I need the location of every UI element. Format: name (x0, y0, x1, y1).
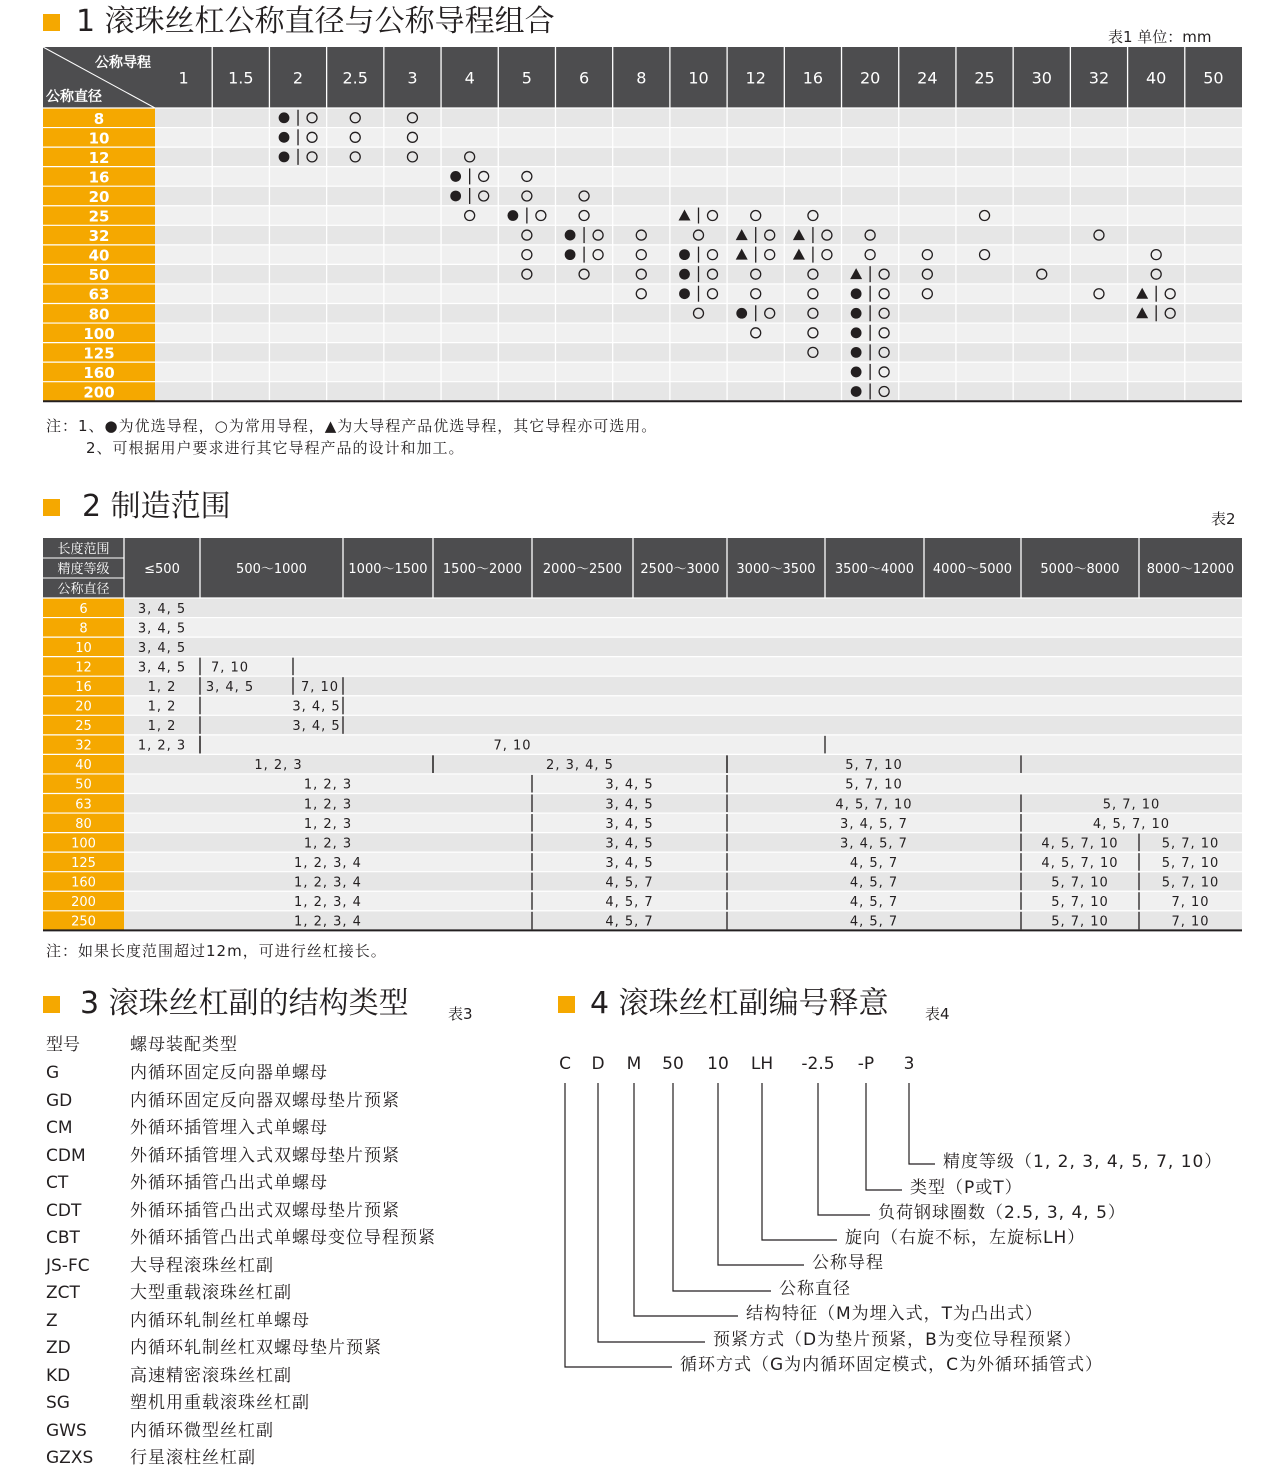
code-label: 精度等级（1, 2, 3, 4, 5, 7, 10） (943, 1152, 1223, 1172)
table1-lead-header: 6 (578, 68, 590, 88)
table3-desc: 高速精密滚珠丝杠副 (130, 1365, 292, 1386)
table2-length-header: 2500～3000 (640, 562, 720, 577)
table1-lead-header: 32 (1088, 68, 1110, 88)
table2-diameter-label: 80 (75, 816, 92, 832)
table1-lead-header: 16 (802, 68, 824, 88)
code-part: 3 (903, 1054, 915, 1074)
table1-lead-header: 12 (745, 68, 766, 88)
table2-length-header: 5000～8000 (1040, 562, 1120, 577)
table1-diameter-label: 50 (88, 266, 110, 285)
table3-code: GD (46, 1090, 73, 1111)
code-part: D (591, 1054, 605, 1074)
table3-desc: 大导程滚珠丝杠副 (130, 1255, 274, 1276)
code-label: 负荷钢球圈数（2.5, 3, 4, 5） (878, 1203, 1126, 1223)
table2-cell-value: 1, 2 (147, 679, 177, 695)
table1-lead-header: 5 (521, 68, 532, 88)
code-part: LH (750, 1054, 774, 1074)
table2-cell-value: 7, 10 (493, 738, 532, 754)
section2-note: 注：如果长度范围超过12m，可进行丝杠接长。 (46, 942, 387, 960)
table2-cell-value: 3, 4, 5 (292, 719, 341, 735)
table2-cell-value: 3, 4, 5 (605, 777, 654, 793)
table3-header-desc: 螺母装配类型 (130, 1035, 238, 1055)
table2-length-header: 3500～4000 (834, 562, 915, 577)
table2-cell-value: 5, 7, 10 (1051, 914, 1109, 930)
table2-cell-value: 7, 10 (1171, 895, 1210, 911)
table3-code: Z (46, 1310, 58, 1331)
table1-lead-header: 2.5 (342, 68, 368, 88)
section2-title: 2 制造范围 (82, 489, 231, 524)
table2-cell-value: 4, 5, 7 (849, 855, 899, 871)
table3-code: JS-FC (46, 1255, 90, 1276)
table1-lead-header: 3 (407, 68, 418, 88)
table3-desc: 内循环固定反向器单螺母 (130, 1063, 328, 1083)
section1-note-line1: 注：1、●为优选导程，○为常用导程，▲为大导程产品优选导程，其它导程亦可选用。 (46, 417, 658, 435)
table1-diameter-label: 25 (88, 207, 110, 226)
table2-cell-value: 4, 5, 7 (849, 895, 899, 911)
code-label: 循环方式（G为内循环固定模式，C为外循环插管式） (680, 1355, 1104, 1375)
table1-diameter-label: 80 (88, 305, 110, 324)
table1-diameter-label: 16 (88, 168, 110, 187)
table2-corner-label: 长度范围 (57, 542, 110, 557)
table3-code: SG (46, 1393, 70, 1413)
table1-corner-bottom: 公称直径 (46, 89, 102, 105)
code-label: 类型（P或T） (910, 1178, 1023, 1198)
table2-diameter-label: 100 (71, 836, 96, 852)
table2-cell-value: 7, 10 (1171, 914, 1210, 930)
code-part: -P (857, 1054, 875, 1074)
table2-cell-value: 3, 4, 5 (605, 836, 654, 852)
code-label: 预紧方式（D为垫片预紧，B为变位导程预紧） (713, 1330, 1082, 1350)
code-connector-line (565, 1083, 672, 1367)
code-label: 旋向（右旋不标，左旋标LH） (845, 1228, 1086, 1248)
table1-diameter-label: 125 (83, 344, 115, 363)
table2-corner-label: 公称直径 (57, 582, 110, 597)
table3-code: CT (46, 1173, 69, 1193)
table2-cell-value: 3, 4, 5, 7 (840, 816, 908, 832)
table1-lead-header: 10 (688, 68, 709, 88)
table2-diameter-label: 50 (75, 777, 92, 793)
code-part: -2.5 (801, 1054, 835, 1074)
table1-lead-header: 30 (1031, 68, 1052, 88)
table2-corner-label: 精度等级 (57, 562, 110, 577)
table3-desc: 外循环插管埋入式单螺母 (130, 1118, 328, 1138)
table3-tag: 表3 (448, 1005, 473, 1023)
table3-code: CM (46, 1118, 73, 1138)
table3-code: CBT (46, 1228, 80, 1248)
table1-diameter-label: 32 (88, 227, 110, 246)
table2-cell-value: 1, 2, 3 (303, 797, 353, 813)
table2-cell-value: 5, 7, 10 (845, 758, 903, 774)
table2-cell-value: 3, 4, 5 (605, 855, 654, 871)
table3-desc: 内循环微型丝杠副 (130, 1420, 274, 1441)
table1-lead-header: 8 (636, 68, 647, 88)
code-connector-line (818, 1083, 870, 1215)
table2-length-header: 1000～1500 (348, 562, 428, 577)
table2-length-header: 3000～3500 (736, 562, 816, 577)
table2-cell-value: 3, 4, 5 (292, 699, 341, 715)
table2-cell-value: 3, 4, 5 (137, 640, 187, 656)
section1-note-line2: 2、可根据用户要求进行其它导程产品的设计和加工。 (86, 439, 465, 457)
table2-cell-value: 4, 5, 7, 10 (835, 797, 913, 813)
table2-cell-value: 1, 2, 3, 4 (294, 914, 362, 930)
table3-desc: 内循环固定反向器双螺母垫片预紧 (130, 1090, 400, 1111)
table2-cell-value: 3, 4, 5 (137, 621, 187, 637)
table1-diameter-label: 12 (88, 148, 110, 167)
table2-cell-value: 4, 5, 7 (605, 875, 654, 891)
code-connector-line (762, 1083, 837, 1240)
table2-cell-value: 2, 3, 4, 5 (546, 758, 614, 774)
table2-diameter-label: 32 (75, 738, 92, 754)
table2-cell-value: 4, 5, 7 (849, 875, 899, 891)
table3-desc: 外循环插管凸出式双螺母垫片预紧 (130, 1200, 400, 1221)
table2-cell-value: 1, 2 (147, 699, 177, 715)
table1-diameter-label: 40 (88, 246, 110, 265)
code-part: 50 (662, 1054, 684, 1074)
table2-cell-value: 1, 2 (147, 719, 177, 735)
table2-cell-value: 3, 4, 5 (605, 816, 654, 832)
table2-cell-value: 1, 2, 3 (303, 777, 353, 793)
table2-cell-value: 1, 2, 3 (254, 758, 303, 774)
table3-code: ZD (46, 1338, 71, 1358)
table2-cell-value: 4, 5, 7 (849, 914, 899, 930)
table2-diameter-label: 8 (79, 621, 88, 637)
table1-diameter-label: 63 (88, 285, 110, 304)
table2-cell-value: 1, 2, 3, 4 (294, 855, 362, 871)
table3-code: ZCT (46, 1283, 80, 1303)
table2-cell-value: 3, 4, 5, 7 (840, 836, 908, 852)
table1-diameter-label: 100 (83, 324, 115, 343)
table2-cell-value: 5, 7, 10 (1161, 855, 1220, 871)
table2-cell-value: 5, 7, 10 (1051, 895, 1109, 911)
table1-lead-header: 24 (917, 68, 938, 88)
table2-cell-value: 3, 4, 5 (137, 660, 187, 676)
table1-corner-top: 公称导程 (95, 55, 151, 71)
table2-diameter-label: 16 (75, 679, 92, 695)
table2-diameter-label: 63 (75, 797, 92, 813)
table2-cell-value: 1, 2, 3 (303, 816, 353, 832)
table3-code: GWS (46, 1420, 87, 1441)
table1-diameter-label: 200 (83, 383, 115, 402)
code-connector-line (866, 1083, 902, 1190)
code-connector-line (909, 1083, 935, 1164)
table2-cell-value: 3, 4, 5 (137, 601, 187, 617)
table2-length-header: 2000～2500 (542, 562, 623, 577)
table1-diameter-label: 160 (83, 363, 115, 382)
table3-desc: 内循环轧制丝杠单螺母 (130, 1310, 310, 1331)
table2-cell-value: 4, 5, 7, 10 (1041, 836, 1119, 852)
table4-tag: 表4 (925, 1005, 950, 1023)
code-label: 公称导程 (812, 1253, 884, 1273)
table2-cell-value: 4, 5, 7 (605, 895, 654, 911)
table1-lead-header: 4 (464, 68, 475, 88)
table2-cell-value: 1, 2, 3 (303, 836, 353, 852)
table1-lead-header: 25 (974, 68, 995, 88)
table2-diameter-label: 10 (75, 640, 92, 656)
table3-desc: 外循环插管凸出式单螺母变位导程预紧 (130, 1228, 436, 1248)
section4-title: 4 滚珠丝杠副编号释意 (590, 986, 889, 1021)
table3-desc: 内循环轧制丝杠双螺母垫片预紧 (130, 1338, 382, 1358)
code-part: C (559, 1054, 571, 1074)
table2-diameter-label: 160 (71, 875, 96, 891)
table2-length-header: 8000～12000 (1146, 562, 1235, 577)
table2-cell-value: 5, 7, 10 (1161, 836, 1220, 852)
table2-length-header: 500～1000 (236, 562, 307, 577)
table1-diameter-label: 8 (93, 109, 105, 128)
table2-diameter-label: 25 (75, 719, 92, 735)
table2-length-header: ≤500 (144, 562, 180, 577)
table2-diameter-label: 125 (71, 855, 96, 871)
table3-code: CDT (46, 1200, 82, 1221)
table3-code: G (46, 1063, 60, 1083)
table2-cell-value: 7, 10 (300, 679, 340, 695)
code-connector-line (718, 1083, 804, 1265)
table2-cell-value: 5, 7, 10 (845, 777, 903, 793)
table2-cell-value: 3, 4, 5 (205, 679, 255, 695)
table3-code: CDM (46, 1145, 86, 1166)
table2-cell-value: 7, 10 (210, 660, 250, 676)
code-connector-line (673, 1083, 771, 1291)
table1-lead-header: 20 (859, 68, 881, 88)
section3-title: 3 滚珠丝杠副的结构类型 (80, 986, 409, 1021)
table3-code: GZXS (46, 1448, 94, 1468)
table2-cell-value: 5, 7, 10 (1161, 875, 1220, 891)
table2-cell-value: 5, 7, 10 (1051, 875, 1109, 891)
table2-diameter-label: 20 (75, 699, 92, 715)
table3-desc: 外循环插管埋入式双螺母垫片预紧 (130, 1145, 400, 1166)
code-label: 结构特征（M为埋入式，T为凸出式） (746, 1304, 1044, 1324)
table2-cell-value: 1, 2, 3, 4 (294, 895, 362, 911)
section1-title: 1 滚珠丝杠公称直径与公称导程组合 (76, 4, 555, 39)
code-connector-line (634, 1083, 738, 1316)
table2-cell-value: 5, 7, 10 (1102, 797, 1161, 813)
code-label: 公称直径 (779, 1279, 851, 1299)
table2-length-header: 4000～5000 (932, 562, 1013, 577)
table1-lead-header: 40 (1146, 68, 1167, 88)
table3-desc: 外循环插管凸出式单螺母 (130, 1173, 328, 1193)
table2-diameter-label: 6 (79, 601, 88, 617)
table2-cell-value: 1, 2, 3 (137, 738, 187, 754)
code-part: M (626, 1054, 642, 1074)
table2-length-header: 1500～2000 (442, 562, 523, 577)
table2-tag: 表2 (1211, 510, 1236, 528)
table1-lead-header: 1.5 (228, 68, 254, 88)
code-part: 10 (707, 1054, 729, 1074)
table2-diameter-label: 200 (71, 895, 96, 911)
table2-cell-value: 1, 2, 3, 4 (294, 875, 362, 891)
table2-diameter-label: 12 (75, 660, 92, 676)
table1-lead-header: 2 (292, 68, 304, 88)
table1-diameter-label: 20 (88, 187, 110, 206)
table2-cell-value: 3, 4, 5 (605, 797, 654, 813)
table2-cell-value: 4, 5, 7, 10 (1092, 816, 1171, 832)
code-connector-line (598, 1083, 705, 1342)
table3-desc: 塑机用重载滚珠丝杠副 (130, 1393, 310, 1413)
table1-diameter-label: 10 (88, 129, 110, 148)
table1-lead-header: 1 (178, 68, 189, 88)
table2-cell-value: 4, 5, 7 (605, 914, 654, 930)
table3-desc: 行星滚柱丝杠副 (130, 1448, 256, 1468)
table2-cell-value: 4, 5, 7, 10 (1041, 855, 1119, 871)
table2-diameter-label: 250 (71, 914, 96, 930)
table3-header-code: 型号 (46, 1035, 80, 1055)
table2-diameter-label: 40 (75, 758, 92, 774)
table1-lead-header: 50 (1203, 68, 1224, 88)
table3-code: KD (46, 1365, 71, 1386)
table1-tag: 表1 单位：mm (1108, 28, 1212, 46)
table3-desc: 大型重载滚珠丝杠副 (130, 1283, 292, 1303)
